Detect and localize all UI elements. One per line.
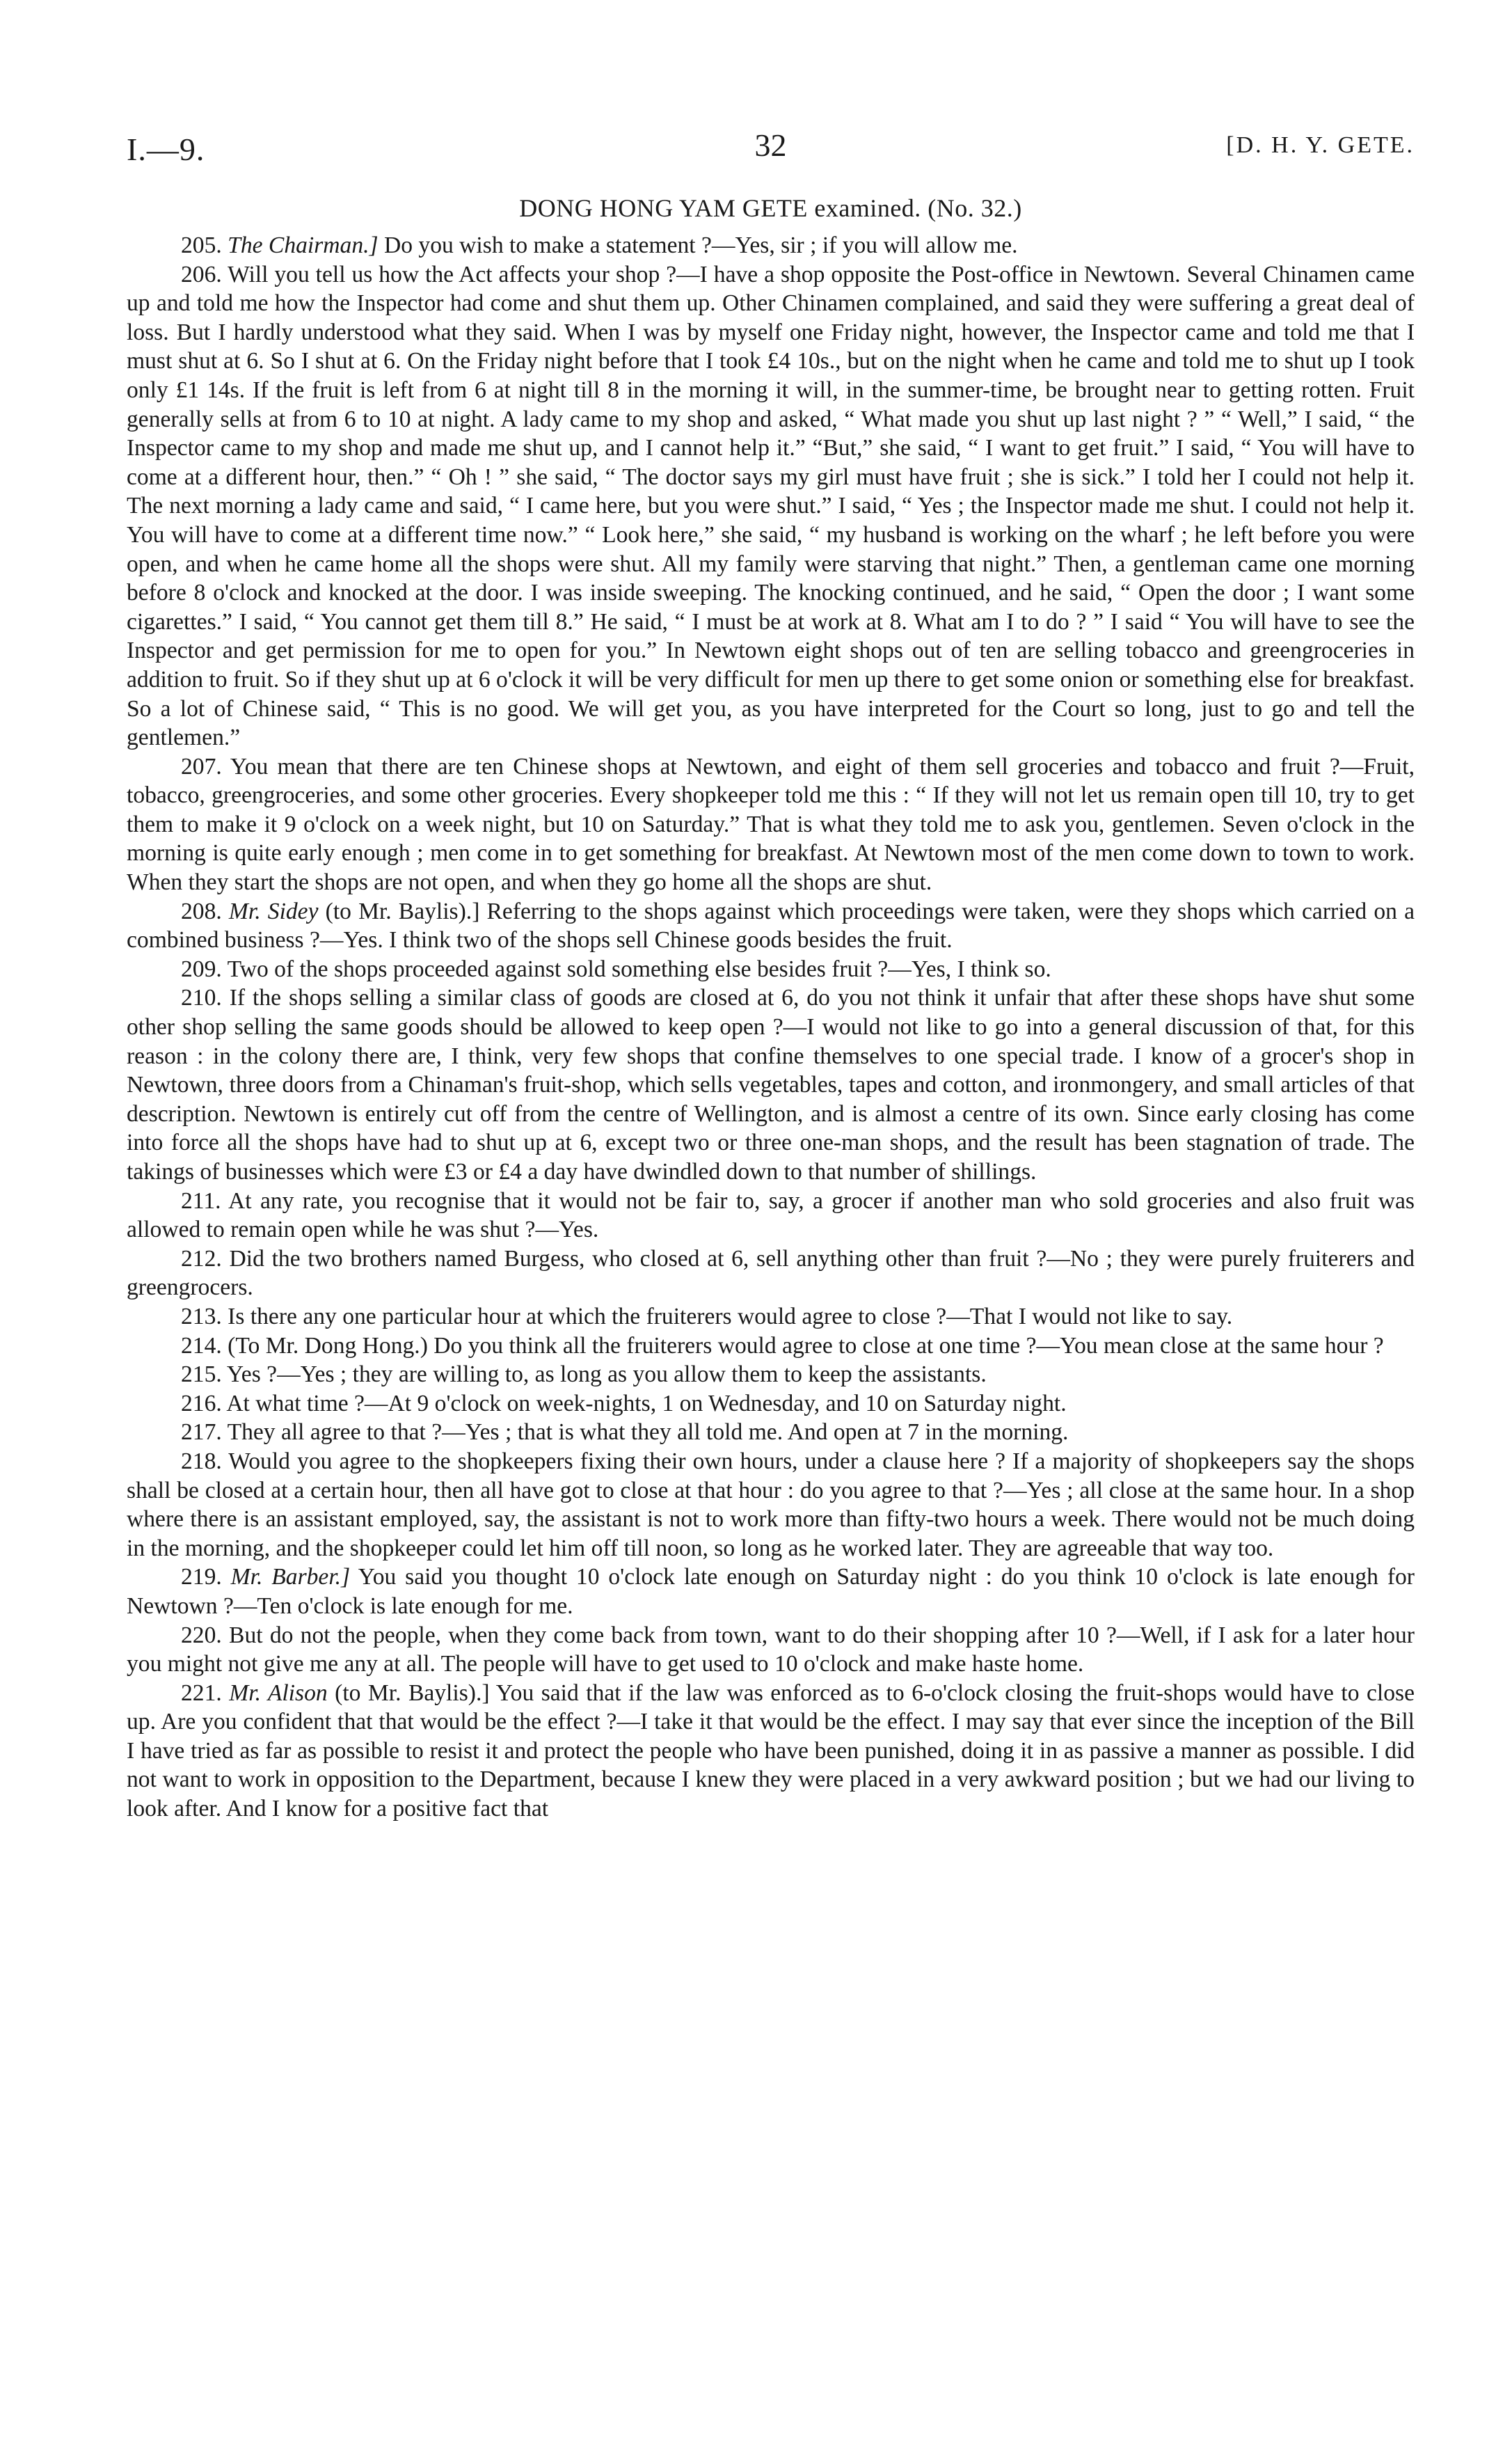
- paragraph-text: (to Mr. Baylis).] You said that if the law was enforced as to 6-o'clock closing the fruit-shops would have to close up. Are you confident that that would be the effect ?—I take it that would be the effect. I may say that ever since the inception of the Bill I have tried as far as possible to resist it and protect the people who have been punished, doing it in as passive a manner as possible. I did not want to work in opposition to the Department, because I knew they were placed in a very awkward position ; but we had our living to look after. And I know for a positive fact that: [127, 1680, 1415, 1822]
- paragraph-text: You said you thought 10 o'clock late enough on Saturday night : do you think 10 o'clock is late enough for Newtown ?—Ten o'clock is late enough for me.: [127, 1564, 1415, 1619]
- paragraph-text: You mean that there are ten Chinese shops at Newtown, and eight of them sell groceries and tobacco and fruit ?—Fruit, tobacco, greengroceries, and some other groceries. Every shopkeeper told me this : “ If they will not let us remain open till 10, try to get them to make it 9 o'clock on a week night, but 10 on Saturday.” That is what they told me to ask you, gentlemen. Seven o'clock in the morning is quite early enough ; men come in to get something for breakfast. At Newtown most of the men come down to town to work. When they start the shops are not open, and when they go home all the shops are shut.: [127, 753, 1415, 896]
- question-paragraph: [127, 955, 1415, 984]
- question-number: 209.: [181, 956, 222, 982]
- question-number: 207.: [181, 753, 222, 780]
- question-paragraph: [127, 1187, 1415, 1244]
- paragraph-text: Did the two brothers named Burgess, who closed at 6, sell anything other than fruit ?—No ; they were purely fruiterers and greengrocers.: [127, 1245, 1415, 1301]
- paragraph-text: At any rate, you recognise that it would not be fair to, say, a grocer if another man who sold groceries and also fruit was allowed to remain open while he was shut ?—Yes.: [127, 1187, 1415, 1243]
- question-number: 220.: [181, 1622, 222, 1648]
- question-number: 219.: [181, 1564, 222, 1590]
- question-paragraph: [127, 1302, 1415, 1331]
- question-paragraph: [127, 1621, 1415, 1679]
- question-number: 206.: [181, 261, 222, 287]
- paragraph-text: Is there any one particular hour at which the fruiterers would agree to close ?—That I would not like to say.: [228, 1303, 1233, 1329]
- question-number: 217.: [181, 1419, 222, 1446]
- question-paragraph: [127, 1563, 1415, 1620]
- testimony-body: [127, 231, 1415, 1824]
- paragraph-text: Would you agree to the shopkeepers fixing their own hours, under a clause here ? If a majority of shopkeepers say the shops shall be closed at a certain hour, then all have got to close at that hour : do you agree to that ?—Yes ; all close at the same hour. In a shop where there is an assistant employed, say, the assistant is not to work more than fifty-two hours a week. There would not be much doing in the morning, and the shopkeeper could let him off till noon, so long as he worked later. They are agreeable that way too.: [127, 1448, 1415, 1561]
- question-paragraph: [127, 1418, 1415, 1447]
- witness-abbreviation: [D. H. Y. GETE.: [1226, 132, 1415, 158]
- speaker-name: Mr. Barber.]: [230, 1564, 351, 1590]
- question-number: 213.: [181, 1303, 222, 1329]
- paragraph-text: If the shops selling a similar class of goods are closed at 6, do you not think it unfair that after these shops have shut some other shop selling the same goods should be allowed to keep open ?—I would not like to go into a general discussion of that, for this reason : in the colony there are, I think, very few shops that confine themselves to one special trade. I know of a grocer's shop in Newtown, three doors from a Chinaman's fruit-shop, which sells vegetables, tapes and cotton, and ironmongery, and small articles of that description. Newtown is entirely cut off from the centre of Wellington, and is almost a centre of its own. Since early closing has come into force all the shops have had to shut up at 6, except two or three one-man shops, and the result has been stagnation of trade. The takings of businesses which were £3 or £4 a day have dwindled down to that number of shillings.: [127, 985, 1415, 1185]
- question-number: 218.: [181, 1448, 222, 1474]
- question-paragraph: [127, 260, 1415, 752]
- question-paragraph: [127, 1360, 1415, 1389]
- question-paragraph: [127, 1447, 1415, 1563]
- paragraph-text: (To Mr. Dong Hong.) Do you think all the fruiterers would agree to close at one time ?—You mean close at the same hour ?: [228, 1332, 1384, 1359]
- question-paragraph: [127, 231, 1415, 260]
- question-number: 211.: [181, 1187, 221, 1214]
- question-number: 210.: [181, 985, 222, 1011]
- question-paragraph: [127, 1679, 1415, 1824]
- paragraph-text: Two of the shops proceeded against sold something else besides fruit ?—Yes, I think so.: [227, 956, 1051, 982]
- question-number: 216.: [181, 1390, 222, 1416]
- question-paragraph: [127, 897, 1415, 955]
- paragraph-text: Will you tell us how the Act affects your shop ?—I have a shop opposite the Post-office in Newtown. Several Chinamen came up and told me how the Inspector had come and shut them up. Other Chinamen complained, and said they were suffering a great deal of loss. But I hardly understood what they said. When I was by myself one Friday night, however, the Inspector came and told me that I must shut at 6. So I shut at 6. On the Friday night before that I took £4 10s., but on the night when he came and told me to shut up I took only £1 14s. If the fruit is left from 6 at night till 8 in the morning it will, in the summer-time, be brought near to getting rotten. Fruit generally sells at from 6 to 10 at night. A lady came to my shop and asked, “ What made you shut up last night ? ” “ Well,” I said, “ the Inspector came to my shop and made me shut up, and I cannot help it.” “But,” she said, “ I want to get fruit.” I said, “ You will have to come at a different hour, then.” “ Oh ! ” she said, “ The doctor says my girl must have fruit ; she is sick.” I told her I could not help it. The next morning a lady came and said, “ I came here, but you were shut.” I said, “ Yes ; the Inspector made me shut. I could not help it. You will have to come at a different time now.” “ Look here,” she said, “ my husband is working on the wharf ; he left before you were open, and when he came home all the shops were shut. All my family were starving that night.” Then, a gentleman came one morning before 8 o'clock and knocked at the door. I was inside sweeping. The knocking continued, and he said, “ Open the door ; I want some cigarettes.” I said, “ You cannot get them till 8.” He said, “ I must be at work at 8. What am I to do ? ” I said “ You will have to see the Inspector and get permission for me to open for you.” In Newtown eight shops out of ten are selling tobacco and greengroceries in addition to fruit. So if they shut up at 6 o'clock it will be very difficult for men up there to get some onion or something else for breakfast. So a lot of Chinese said, “ This is no good. We will get you, as you have interpreted for the Court so long, just to go and tell the gentlemen.”: [127, 261, 1415, 751]
- question-number: 215.: [181, 1361, 222, 1388]
- paragraph-text: At what time ?—At 9 o'clock on week-nights, 1 on Wednesday, and 10 on Saturday night.: [226, 1390, 1067, 1416]
- section-title: DONG HONG YAM GETE examined. (No. 32.): [519, 194, 1022, 222]
- paper-reference: I.—9.: [127, 132, 205, 167]
- speaker-name: Mr. Sidey: [228, 898, 319, 924]
- page-header: [127, 117, 1415, 166]
- paragraph-text: (to Mr. Baylis).] Referring to the shops against which proceedings were taken, were they shops which carried on a combined business ?—Yes. I think two of the shops sell Chinese goods besides the fruit.: [127, 898, 1415, 954]
- question-number: 214.: [181, 1332, 222, 1359]
- question-paragraph: [127, 1331, 1415, 1361]
- paragraph-text: But do not the people, when they come back from town, want to do their shopping after 10 ?—Well, if I ask for a later hour you might not give me any at all. The people will have to get used to 10 o'clock and make haste home.: [127, 1622, 1415, 1677]
- speaker-name: Mr. Alison: [229, 1680, 328, 1706]
- question-number: 208.: [181, 898, 222, 924]
- question-number: 205.: [181, 232, 222, 258]
- speaker-name: The Chairman.]: [228, 232, 379, 258]
- page-number: 32: [754, 127, 787, 163]
- question-number: 221.: [181, 1680, 222, 1706]
- paragraph-text: Yes ?—Yes ; they are willing to, as long as you allow them to keep the assistants.: [226, 1361, 987, 1388]
- paragraph-text: They all agree to that ?—Yes ; that is what they all told me. And open at 7 in the morning.: [227, 1419, 1069, 1446]
- question-number: 212.: [181, 1245, 222, 1272]
- question-paragraph: [127, 983, 1415, 1186]
- paragraph-text: Do you wish to make a statement ?—Yes, sir ; if you will allow me.: [378, 232, 1018, 258]
- question-paragraph: [127, 752, 1415, 897]
- question-paragraph: [127, 1244, 1415, 1302]
- question-paragraph: [127, 1389, 1415, 1418]
